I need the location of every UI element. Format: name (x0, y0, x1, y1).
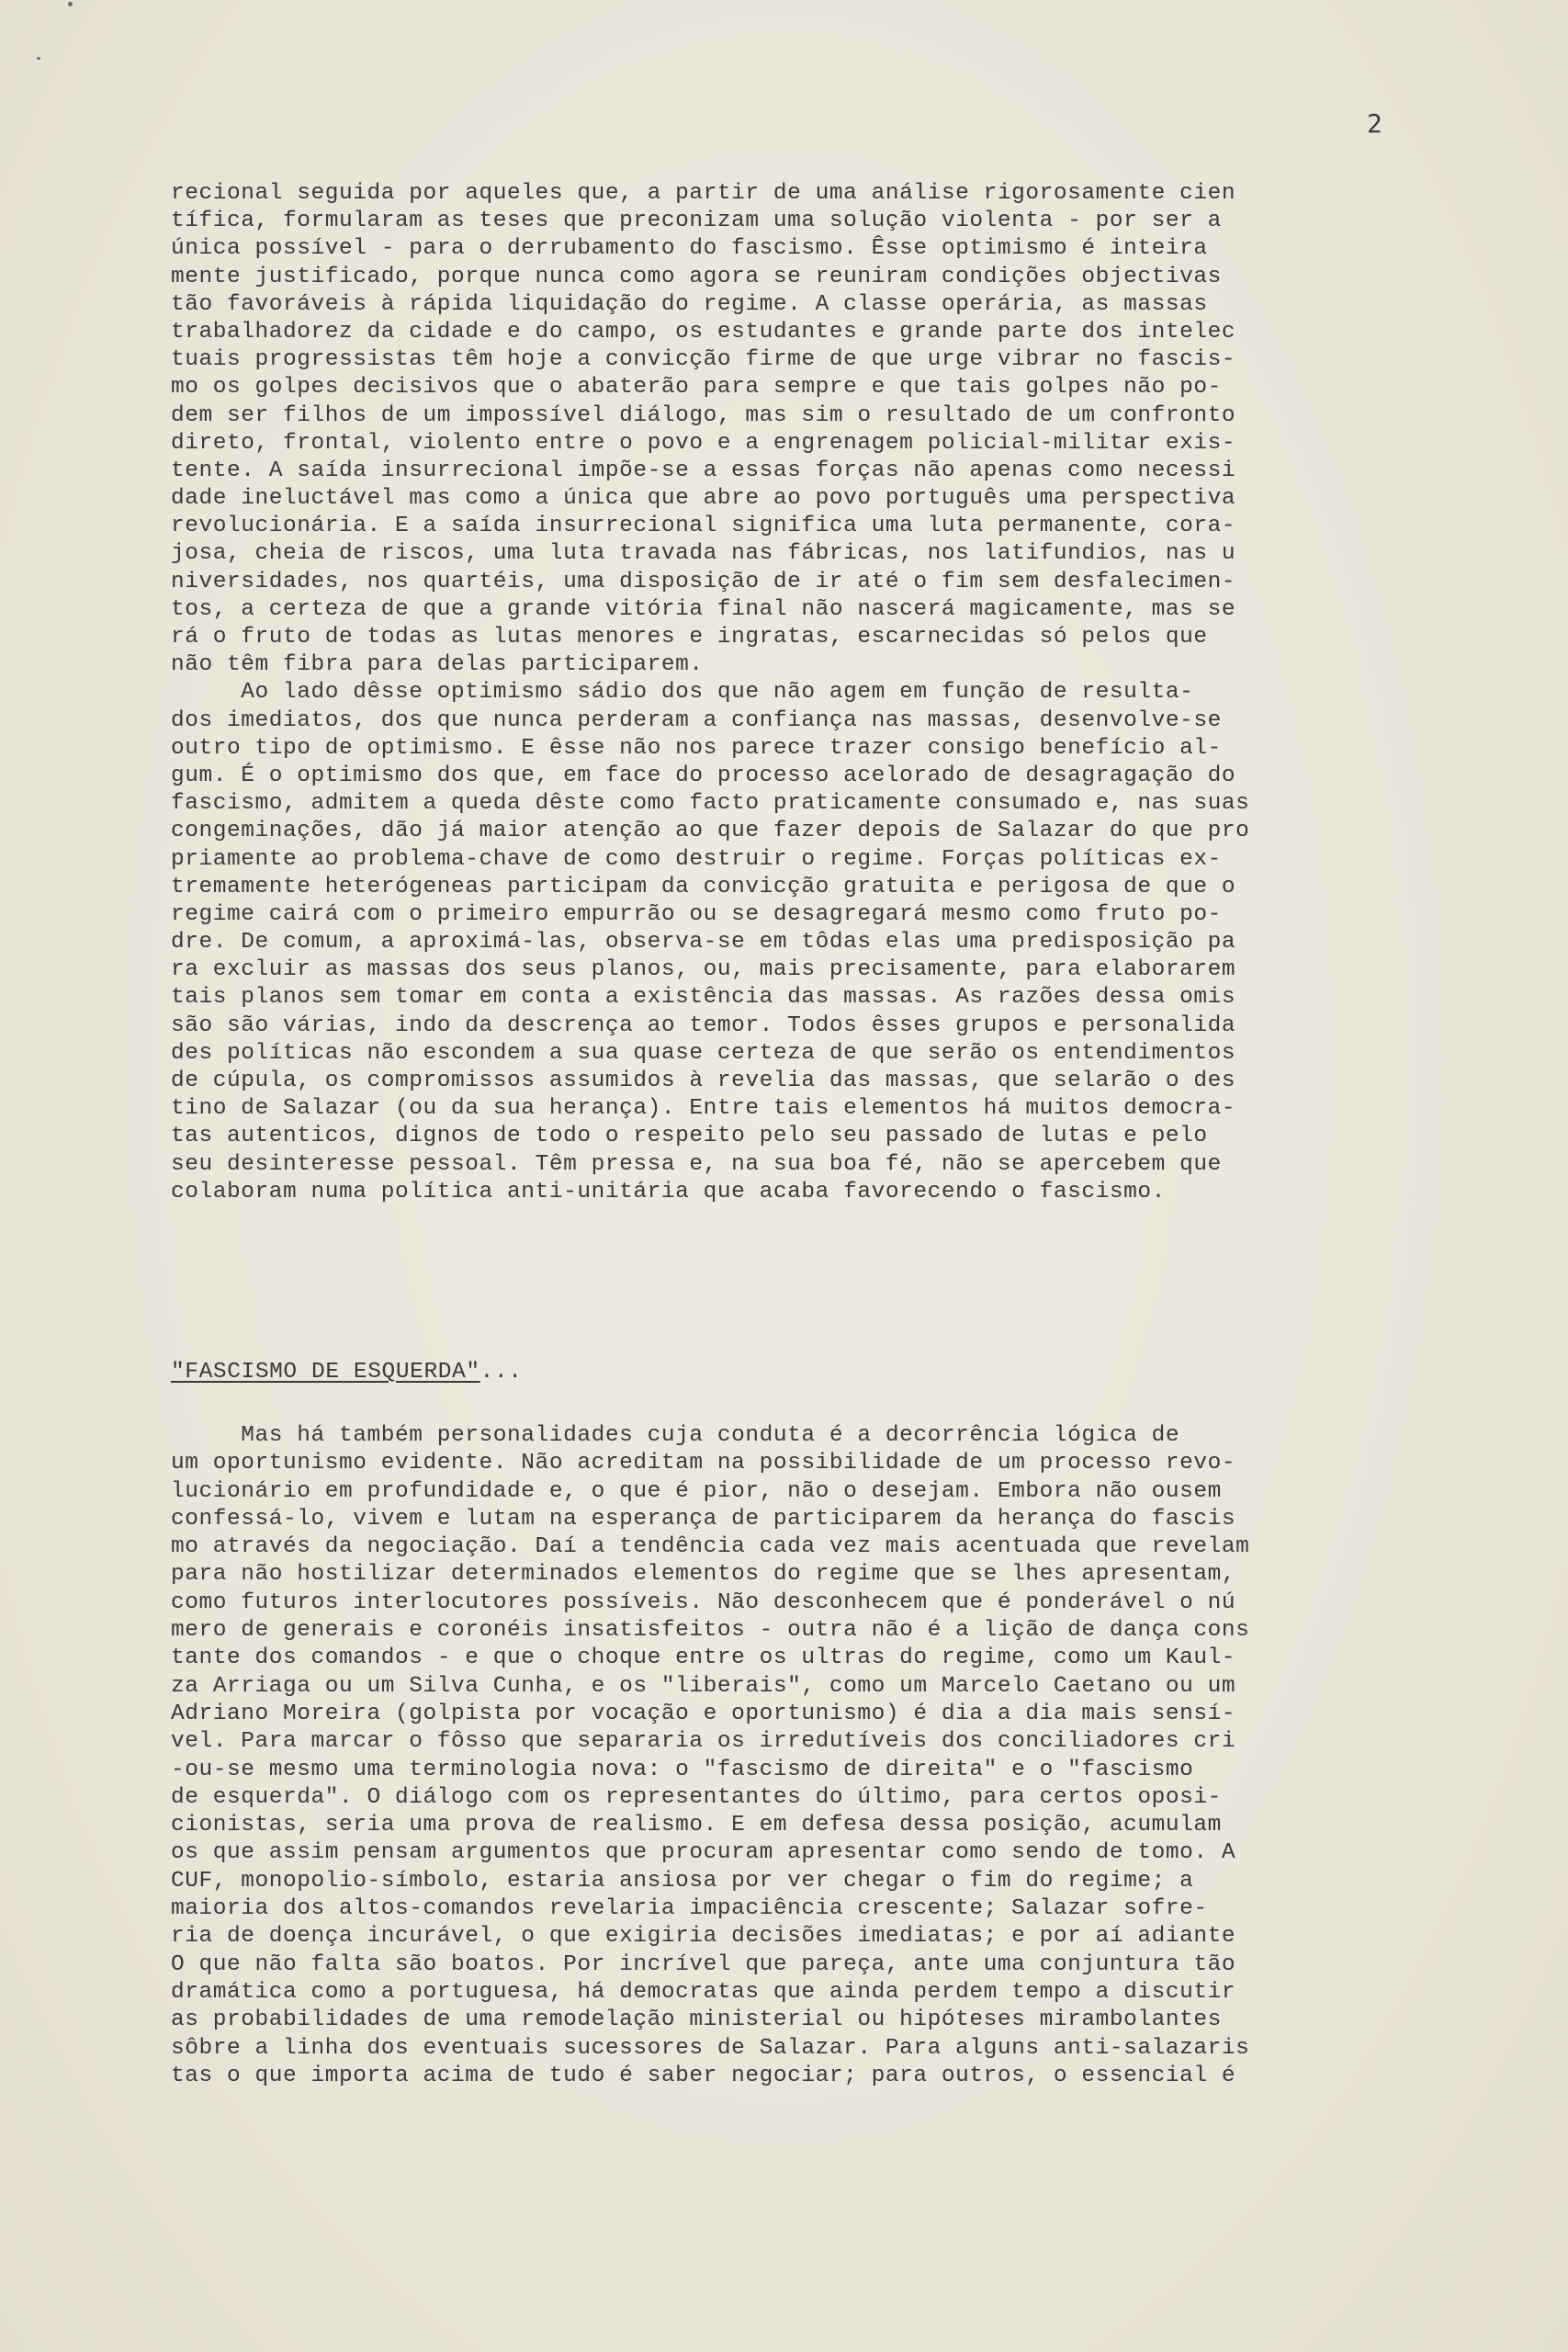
text-line: tais planos sem tomar em conta a existência das massas. As razões dessa omis (171, 985, 1236, 1011)
text-line: maioria dos altos-comandos revelaria impaciência crescente; Salazar sofre- (171, 1896, 1208, 1922)
text-line: recional seguida por aqueles que, a partir de uma análise rigorosamente cien (171, 181, 1236, 206)
text-line: tífica, formularam as teses que preconizam uma solução violenta - por ser a (171, 209, 1222, 234)
text-line: única possível - para o derrubamento do fascismo. Êsse optimismo é inteira (171, 236, 1208, 262)
text-line: são são várias, indo da descrença ao temor. Todos êsses grupos e personalida (171, 1012, 1236, 1038)
body-paragraphs (171, 180, 1420, 1206)
text-line: tente. A saída insurrecional impõe-se a essas forças não apenas como necessi (171, 458, 1236, 483)
text-line: para não hostilizar determinados elementos do regime que se lhes apresentam, (171, 1562, 1236, 1588)
text-line: lucionário em profundidade e, o que é pior, não o desejam. Embora não ousem (171, 1478, 1222, 1504)
text-line: josa, cheia de riscos, uma luta travada nas fábricas, nos latifundios, nas u (171, 541, 1236, 567)
text-line: Adriano Moreira (golpista por vocação e oportunismo) é dia a dia mais sensí- (171, 1701, 1236, 1726)
section-heading-title: "FASCISMO DE ESQUERDA" (171, 1360, 480, 1385)
text-line: vel. Para marcar o fôsso que separaria os irredutíveis dos conciliadores cri (171, 1729, 1236, 1755)
text-line: dramática como a portuguesa, há democratas que ainda perdem tempo a discutir (171, 1979, 1236, 2005)
page-number: 2 (1367, 108, 1382, 139)
text-line: um oportunismo evidente. Não acreditam na possibilidade de um processo revo- (171, 1451, 1236, 1476)
paragraph-2 (171, 679, 1420, 1206)
text-line: as probabilidades de uma remodelação ministerial ou hipóteses mirambolantes (171, 2007, 1222, 2033)
text-line: tos, a certeza de que a grande vitória final não nascerá magicamente, mas se (171, 596, 1236, 622)
text-line: os que assim pensam argumentos que procuram apresentar como sendo de tomo. A (171, 1840, 1236, 1866)
text-line: dem ser filhos de um impossível diálogo, mas sim o resultado de um confronto (171, 402, 1236, 428)
text-line: como futuros interlocutores possíveis. Não desconhecem que é ponderável o nú (171, 1589, 1236, 1615)
text-line: rá o fruto de todas as lutas menores e ingratas, escarnecidas só pelos que (171, 625, 1208, 650)
text-line: tas autenticos, dignos de todo o respeito pelo seu passado de lutas e pelo (171, 1124, 1208, 1149)
text-line: priamente ao problema-chave de como destruir o regime. Forças políticas ex- (171, 846, 1222, 872)
text-line: sôbre a linha dos eventuais sucessores de Salazar. Para alguns anti-salazaris (171, 2035, 1250, 2061)
text-line: outro tipo de optimismo. E êsse não nos parece trazer consigo benefício al- (171, 735, 1222, 761)
text-line: mo os golpes decisivos que o abaterão para sempre e que tais golpes não po- (171, 375, 1222, 401)
text-line: -ou-se mesmo uma terminologia nova: o "fascismo de direita" e o "fascismo (171, 1757, 1194, 1782)
text-line: dos imediatos, dos que nunca perderam a confiança nas massas, desenvolve-se (171, 707, 1222, 733)
text-line: tante dos comandos - e que o choque entre os ultras do regime, como um Kaul- (171, 1645, 1236, 1671)
paragraph-1 (171, 180, 1420, 679)
text-line: za Arriaga ou um Silva Cunha, e os "liberais", como um Marcelo Caetano ou um (171, 1673, 1236, 1699)
text-line: niversidades, nos quartéis, uma disposição de ir até o fim sem desfalecimen- (171, 569, 1236, 594)
text-line: mo através da negociação. Daí a tendência cada vez mais acentuada que revelam (171, 1534, 1250, 1560)
text-line: tremamente heterógeneas participam da convicção gratuita e perigosa de que o (171, 874, 1236, 899)
text-line: regime cairá com o primeiro empurrão ou se desagregará mesmo como fruto po- (171, 901, 1222, 927)
text-line: não têm fibra para delas participarem. (171, 652, 704, 678)
text-line: CUF, monopolio-símbolo, estaria ansiosa por ver chegar o fim do regime; a (171, 1868, 1194, 1894)
body-paragraph-3 (171, 1422, 1420, 2090)
text-line: seu desinteresse pessoal. Têm pressa e, na sua boa fé, não se apercebem que (171, 1151, 1222, 1177)
section-heading (171, 1360, 523, 1385)
text-line: de esquerda". O diálogo com os representantes do último, para certos oposi- (171, 1784, 1222, 1810)
text-line: direto, frontal, violento entre o povo e a engrenagem policial-militar exis- (171, 430, 1236, 456)
text-line: fascismo, admitem a queda dêste como facto praticamente consumado e, nas suas (171, 791, 1250, 817)
text-line: dre. De comum, a aproximá-las, observa-se em tôdas elas uma predisposição pa (171, 930, 1236, 956)
text-line: cionistas, seria uma prova de realismo. E em defesa dessa posição, acumulam (171, 1813, 1222, 1838)
text-line: congeminações, dão já maior atenção ao que fazer depois de Salazar do que pro (171, 819, 1250, 844)
text-line: ria de doença incurável, o que exigiria decisões imediatas; e por aí adiante (171, 1924, 1236, 1950)
ink-speck (68, 2, 73, 6)
paragraph-3 (171, 1422, 1420, 2090)
text-line: des políticas não escondem a sua quase certeza de que serão os entendimentos (171, 1040, 1236, 1066)
text-line: confessá-lo, vivem e lutam na esperança de participarem da herança do fascis (171, 1506, 1236, 1532)
section-heading-ellipsis: ... (479, 1360, 523, 1385)
text-line: mero de generais e coronéis insatisfeitos - outra não é a lição de dança cons (171, 1618, 1250, 1644)
text-line: Mas há também personalidades cuja conduta é a decorrência lógica de (171, 1423, 1180, 1448)
text-line: O que não falta são boatos. Por incrível que pareça, ante uma conjuntura tão (171, 1951, 1236, 1977)
text-line: tas o que importa acima de tudo é saber negociar; para outros, o essencial é (171, 2063, 1236, 2088)
text-line: tuais progressistas têm hoje a convicção firme de que urge vibrar no fascis- (171, 347, 1236, 373)
text-line: mente justificado, porque nunca como agora se reuniram condições objectivas (171, 264, 1222, 289)
text-line: dade ineluctável mas como a única que abre ao povo português uma perspectiva (171, 486, 1236, 512)
text-line: ra excluir as massas dos seus planos, ou, mais precisamente, para elaborarem (171, 957, 1236, 983)
text-line: gum. É o optimismo dos que, em face do processo acelorado de desagragação do (171, 763, 1236, 788)
text-line: Ao lado dêsse optimismo sádio dos que não agem em função de resulta- (171, 680, 1194, 706)
ink-speck (37, 57, 40, 60)
text-line: de cúpula, os compromissos assumidos à revelia das massas, que selarão o des (171, 1069, 1236, 1093)
text-line: colaboram numa política anti-unitária que acaba favorecendo o fascismo. (171, 1179, 1166, 1204)
text-line: tão favoráveis à rápida liquidação do regime. A classe operária, as massas (171, 291, 1208, 317)
text-line: trabalhadorez da cidade e do campo, os estudantes e grande parte dos intelec (171, 319, 1236, 345)
text-line: tino de Salazar (ou da sua herança). Entre tais elementos há muitos democra- (171, 1096, 1236, 1122)
text-line: revolucionária. E a saída insurrecional significa uma luta permanente, cora- (171, 514, 1236, 539)
